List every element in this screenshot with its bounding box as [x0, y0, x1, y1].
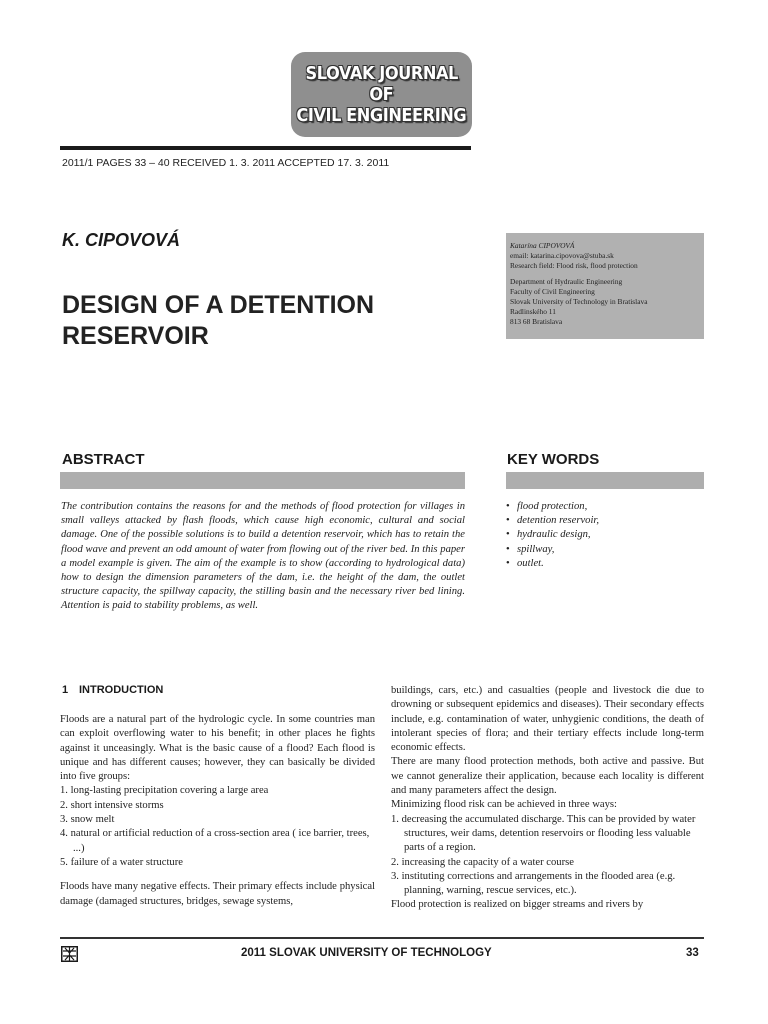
- keyword-item: • spillway,: [506, 543, 555, 555]
- publication-meta: 2011/1 PAGES 33 – 40 RECEIVED 1. 3. 2011 ACCEPTED 17. 3. 2011: [62, 157, 390, 169]
- list-item: 3. instituting corrections and arrangements in the flooded area (e.g. planning, warning, rescue services, etc.).: [391, 870, 676, 897]
- footer-text: 2011 SLOVAK UNIVERSITY OF TECHNOLOGY: [241, 947, 492, 959]
- paper-title: [62, 290, 462, 352]
- footer-rule: [60, 937, 704, 939]
- body-paragraph: buildings, cars, etc.) and casualties (people and livestock die due to drowning or subsequent epidemics and diseases). Their secondary effects include, e.g. contamination of water, unhygienic conditions, the death of intolerant species of flora; and their tertiary effects include long-term economic effects.: [391, 685, 704, 754]
- abstract-bar: [60, 472, 465, 489]
- body-paragraph: Floods have many negative effects. Their primary effects include physical damage (damaged structures, bridges, sewage systems,: [60, 881, 375, 907]
- abstract-text: The contribution contains the reasons for and the methods of flood protection for villages in small valleys attacked by flash floods, which cause high economic, cultural and social damage. One of the possible solutions is to build a detention reservoir, which has to retain the flood wave and prevent an odd amount of water from flowing out of the river bed. In this paper a model example is given. The aim of the example is to show (according to hydrological data) how to design the dimension parameters of the dam, i.e. the height of the dam, the outlet structure capacity, the spillway capacity, the stilling basin and the necessary river bed lining. Attention is paid to stability problems, as well.: [61, 501, 465, 612]
- paper-title-line-2: RESERVOIR: [62, 322, 209, 350]
- list-item: 1. long-lasting precipitation covering a large area: [60, 785, 269, 797]
- paper-title-line-1: DESIGN OF A DETENTION: [62, 291, 375, 319]
- author-info-box: [506, 233, 704, 339]
- author-info-field: Research field: Flood risk, flood protection: [510, 261, 638, 270]
- university-logo-icon: [61, 946, 78, 962]
- section-number: 1: [62, 684, 69, 696]
- journal-logo: [291, 52, 472, 137]
- body-paragraph: Minimizing flood risk can be achieved in three ways:: [391, 799, 617, 811]
- author-info-city: 813 68 Bratislava: [510, 317, 563, 326]
- author-name: K. CIPOVOVÁ: [62, 230, 181, 250]
- author-info-faculty: Faculty of Civil Engineering: [510, 287, 595, 296]
- header-rule: [60, 146, 471, 150]
- body-paragraph: Floods are a natural part of the hydrologic cycle. In some countries man can exploit overflowing water to his benefit; in other places he fights against it unceasingly. What is the basic cause of a flood? Each flood is unique and has different causes; however, they can basically be divided into five groups:: [60, 714, 375, 783]
- author-info-department: Department of Hydraulic Engineering: [510, 277, 623, 286]
- keyword-item: • detention reservoir,: [506, 515, 599, 527]
- author-info-name: Katarína CIPOVOVÁ: [510, 241, 575, 250]
- author-info-street: Radlinského 11: [510, 307, 556, 316]
- keywords-bar: [506, 472, 704, 489]
- keyword-item: • hydraulic design,: [506, 529, 591, 541]
- body-paragraph: Flood protection is realized on bigger streams and rivers by: [391, 899, 644, 911]
- list-item: 1. decreasing the accumulated discharge. This can be provided by water structures, weir dams, detention reservoirs or flooding less valuable parts of a region.: [391, 813, 696, 854]
- keywords-list: [506, 500, 599, 571]
- list-item: 5. failure of a water structure: [60, 856, 183, 868]
- body-column-right: [391, 684, 704, 913]
- abstract-heading: ABSTRACT: [62, 451, 145, 468]
- author-info-email: email: katarina.cipovova@stuba.sk: [510, 251, 614, 260]
- journal-logo-line-2: OF: [369, 84, 394, 105]
- list-item: 2. increasing the capacity of a water course: [391, 856, 574, 868]
- introduction-heading: [62, 684, 163, 696]
- keywords-heading: KEY WORDS: [507, 451, 600, 468]
- page-number: 33: [686, 947, 699, 959]
- section-title: INTRODUCTION: [79, 684, 164, 696]
- author-info-university: Slovak University of Technology in Bratislava: [510, 297, 648, 306]
- list-item: 2. short intensive storms: [60, 799, 164, 811]
- keyword-item: • flood protection,: [506, 501, 588, 512]
- keyword-item: • outlet.: [506, 557, 544, 569]
- list-item: 3. snow melt: [60, 814, 115, 826]
- journal-logo-line-3: CIVIL ENGINEERING: [296, 105, 467, 126]
- body-paragraph: There are many flood protection methods, both active and passive. But we cannot generalize their application, because each locality is different and many parameters affect the design.: [391, 756, 704, 797]
- list-item: 4. natural or artificial reduction of a cross-section area ( ice barrier, trees, ...): [60, 828, 370, 854]
- body-column-left: [60, 713, 375, 909]
- journal-logo-line-1: SLOVAK JOURNAL: [305, 63, 458, 84]
